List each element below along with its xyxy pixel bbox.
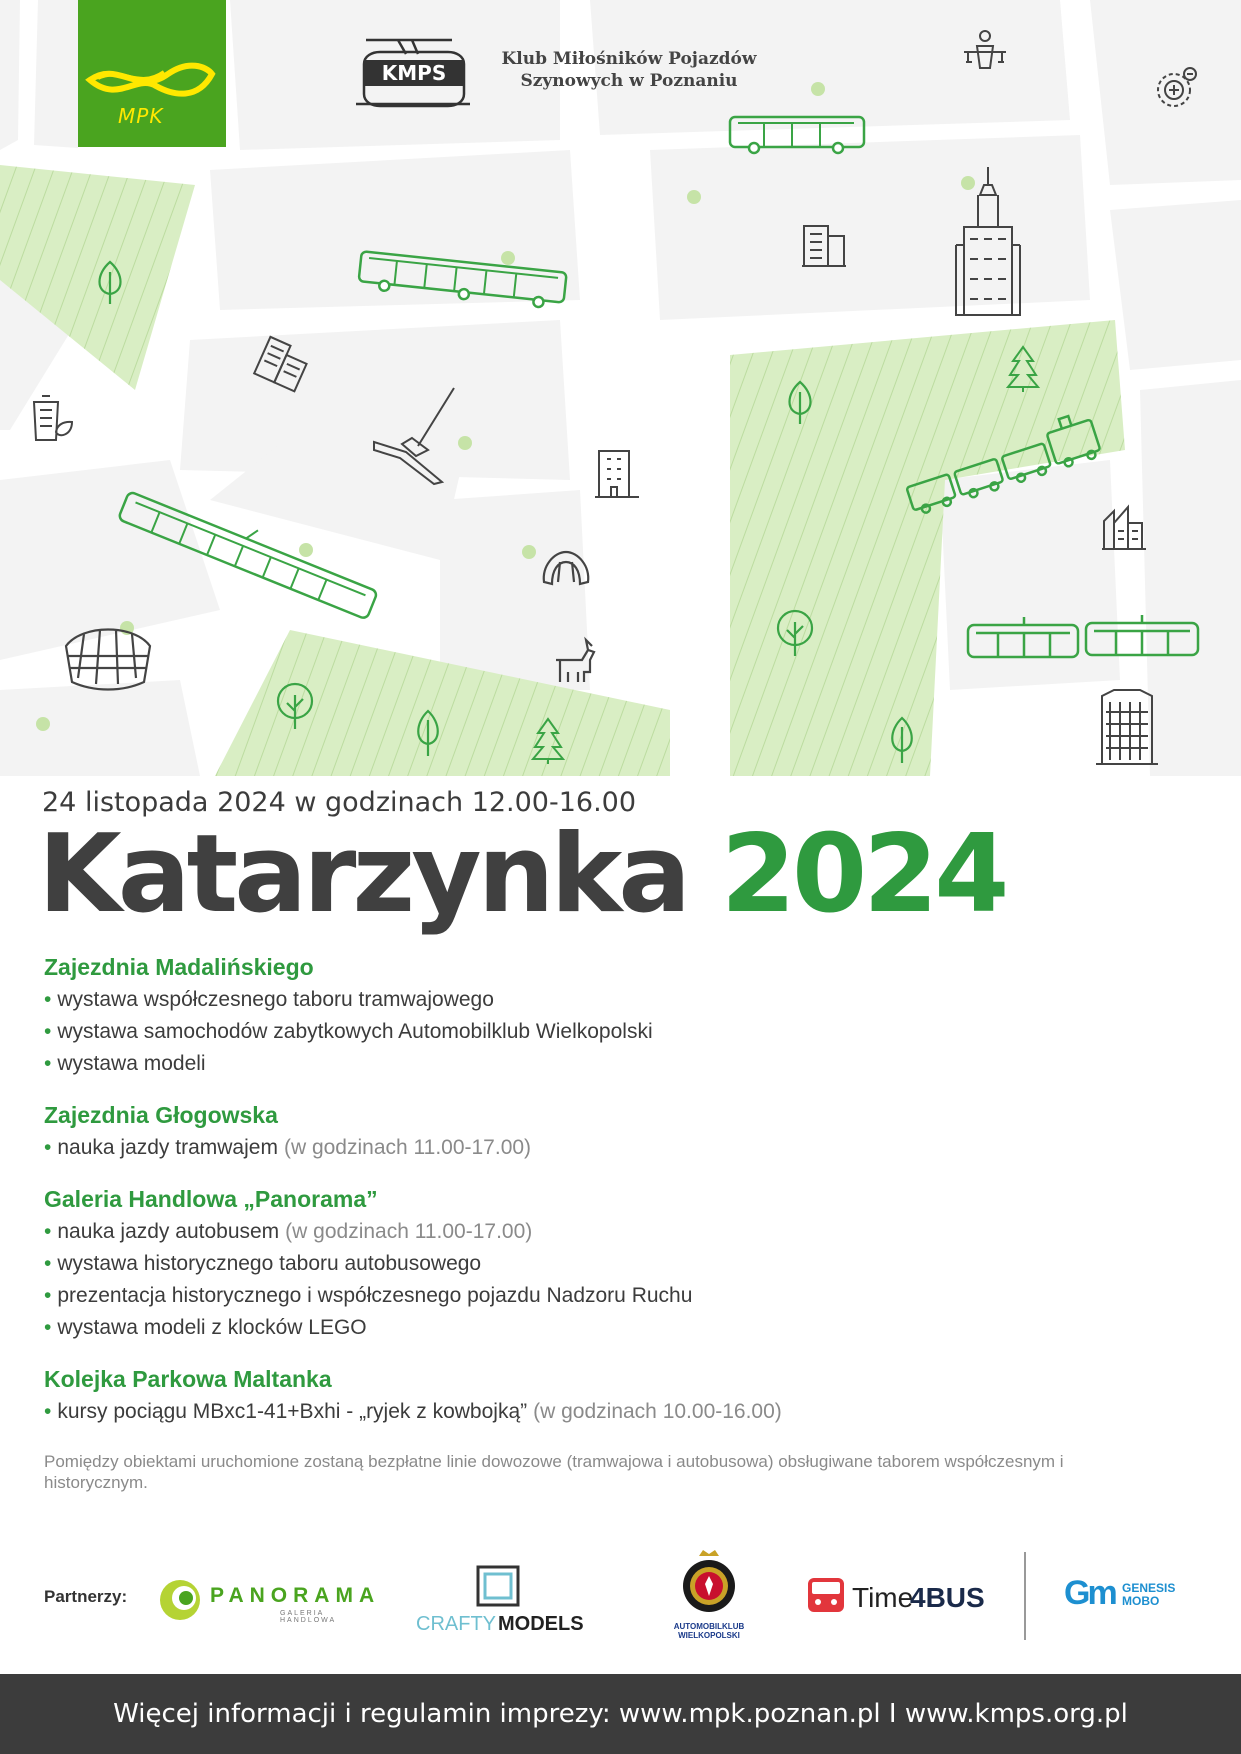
partners-row — [44, 1540, 1204, 1660]
mpk-logo-text: MPK — [118, 104, 164, 128]
bus-face-icon — [806, 1576, 846, 1618]
venue-list — [44, 950, 1194, 1446]
shuttle-note: Pomiędzy obiektami uruchomione zostaną bezpłatne linie dowozowe (tramwajowa i autobusowa) obsługiwane taborem współczesnym i historycznym. — [44, 1452, 1064, 1492]
4bus-text: 4BUS — [910, 1582, 985, 1613]
crafty-text: CRAFTY — [416, 1613, 496, 1635]
building-icon — [252, 334, 312, 396]
town-hall-icon — [948, 165, 1028, 317]
panorama-logo — [158, 1578, 381, 1628]
hours-note: (w godzinach 10.00-16.00) — [533, 1400, 782, 1423]
mpk-logo — [78, 0, 226, 147]
venue-name: Galeria Handlowa „Panorama” — [44, 1186, 378, 1212]
venue-maltanka — [44, 1362, 1194, 1428]
building-icon — [1100, 503, 1148, 553]
event-title — [38, 812, 1006, 937]
venue-panorama — [44, 1182, 1194, 1344]
list-item: • nauka jazdy autobusem (w godzinach 11.00-17.00) — [44, 1220, 533, 1243]
hours-note: (w godzinach 11.00-17.00) — [283, 1136, 532, 1159]
list-item: • nauka jazdy tramwajem (w godzinach 11.00-17.00) — [44, 1136, 532, 1159]
venue-name: Kolejka Parkowa Maltanka — [44, 1366, 332, 1392]
train-icon — [900, 412, 1110, 516]
list-item: • kursy pociągu MBxc1-41+Bxhi - „ryjek z kowbojką” (w godzinach 10.00-16.00) — [44, 1400, 782, 1423]
kmps-tram-logo — [352, 38, 474, 110]
pine-tree-icon — [1005, 345, 1041, 393]
time-text: Time — [852, 1582, 914, 1613]
venue-glogowska — [44, 1098, 1194, 1164]
list-item: • wystawa historycznego taboru autobusowego — [44, 1252, 482, 1275]
tram-icon — [108, 480, 384, 640]
event-date: 24 listopada 2024 w godzinach 12.00-16.00 — [42, 787, 637, 818]
tram-icon — [964, 613, 1204, 665]
venue-name: Zajezdnia Madalińskiego — [44, 954, 314, 980]
tree-icon — [884, 715, 920, 765]
automobilklub-crest-icon — [679, 1548, 739, 1618]
panorama-swirl-icon — [158, 1578, 202, 1622]
kmps-badge-text: KMPS — [381, 61, 447, 85]
goat-icon — [550, 636, 600, 686]
zoom-icon — [1152, 64, 1200, 112]
venue-name: Zajezdnia Głogowska — [44, 1102, 278, 1128]
pine-tree-icon — [530, 717, 566, 765]
list-item: • wystawa modeli z klocków LEGO — [44, 1316, 367, 1339]
partners-label: Partnerzy: — [44, 1587, 128, 1606]
partners-divider — [1024, 1552, 1026, 1640]
list-item: • wystawa modeli — [44, 1052, 206, 1075]
venue-madalinskiego — [44, 950, 1194, 1080]
automobilklub-text: AUTOMOBILKLUB WIELKOPOLSKI — [673, 1622, 745, 1640]
list-item: • wystawa współczesnego taboru tramwajowego — [44, 988, 494, 1011]
list-item: • prezentacja historycznego i współczesnego pojazdu Nadzoru Ruchu — [44, 1284, 693, 1307]
people-icon — [960, 28, 1010, 76]
tree-icon — [272, 681, 318, 731]
croissant-icon — [540, 548, 592, 590]
tree-icon — [410, 708, 446, 758]
panorama-sub: GALERIA HANDLOWA — [280, 1610, 337, 1624]
kmps-club-name — [474, 48, 784, 92]
hours-note: (w godzinach 11.00-17.00) — [285, 1220, 533, 1243]
footer-info: Więcej informacji i regulamin imprezy: www.mpk.poznan.pl I www.kmps.org.pl — [0, 1674, 1241, 1754]
models-text: MODELS — [498, 1613, 584, 1635]
kmps-title-line2: Szynowych w Poznaniu — [520, 71, 738, 91]
bus-icon — [355, 250, 571, 316]
tree-icon — [772, 608, 818, 658]
tree-icon — [780, 378, 820, 428]
kmps-title-line1: Klub Miłośników Pojazdów — [501, 49, 757, 69]
event-title-year: 2024 — [720, 812, 1006, 937]
city-map-illustration — [0, 0, 1241, 776]
building-icon — [593, 447, 641, 499]
craftymodels-logo — [416, 1565, 586, 1639]
genesis-mark: Gm — [1064, 1574, 1115, 1612]
genesis-mobo-logo — [1064, 1574, 1204, 1624]
genesis-text: GENESIS MOBO — [1122, 1581, 1176, 1608]
building-icon — [800, 220, 848, 270]
recycling-icon — [28, 392, 74, 444]
skyscraper-icon — [1094, 686, 1160, 766]
event-title-name: Katarzynka — [38, 812, 688, 937]
time4bus-logo — [806, 1576, 1006, 1626]
list-item: • wystawa samochodów zabytkowych Automobilklub Wielkopolski — [44, 1020, 653, 1043]
crafty-frame-icon — [476, 1565, 520, 1607]
panorama-name: PANORAMA — [210, 1584, 381, 1607]
monument-icon — [372, 386, 456, 486]
stadium-icon — [62, 622, 154, 694]
automobilklub-logo — [659, 1548, 759, 1648]
tree-icon — [90, 258, 130, 308]
bus-icon — [728, 113, 868, 155]
